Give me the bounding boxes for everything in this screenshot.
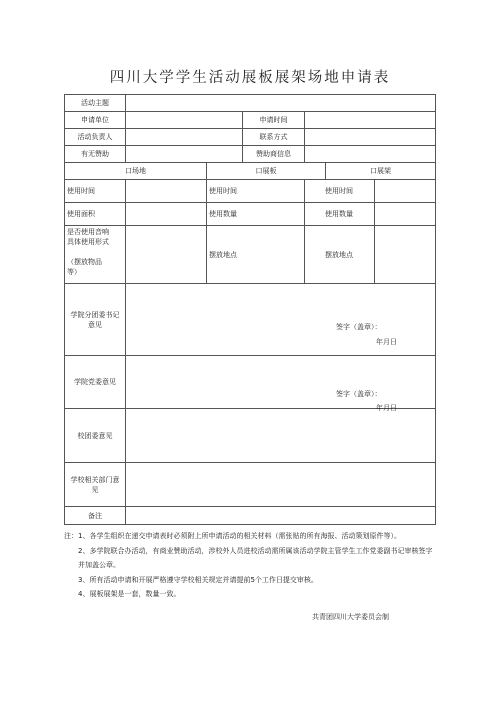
audio-form-label: 是否使用音响 具体使用形式 （摆放物品 等） (65, 226, 126, 284)
activity-theme-label: 活动主题 (65, 95, 126, 112)
stand-place-label: 摆放地点 (305, 226, 375, 284)
board-use-time-label: 使用时间 (207, 180, 305, 203)
party-opinion-field[interactable] (126, 356, 436, 409)
note-2: 2、多学院联合办活动，有商业赞助活动，涉校外人员进校活动需所属该活动学院主管学生工作党委副书记审核签字并加盖公章。 (78, 546, 433, 569)
school-league-opinion-field[interactable] (126, 409, 436, 463)
activity-theme-field[interactable] (126, 95, 436, 112)
form-title: 四川大学学生活动展板展架场地申请表 (109, 70, 391, 86)
date-label-2: 年月日 (376, 404, 397, 412)
sponsor-info-label: 赞助商信息 (243, 146, 305, 163)
venue-use-time-label: 使用时间 (65, 180, 126, 203)
board-place-label: 摆放地点 (207, 226, 305, 284)
note-4: 4、展板展架是一套，数量一致。 (78, 590, 181, 598)
contact-label: 联系方式 (243, 129, 305, 146)
remarks-field[interactable] (126, 507, 436, 525)
signature-label-2: 签字（盖章）： (336, 390, 382, 398)
contact-field[interactable] (305, 129, 436, 146)
signature-label-1: 签字（盖章）： (336, 323, 382, 331)
note-1: 注：1、各学生组织在递交申请表时必须附上所申请活动的相关材料（需张贴的所有海报、活动策划原件等）。 (64, 532, 401, 540)
audio-form-field[interactable] (126, 226, 207, 284)
application-form-table (64, 94, 436, 525)
venue-use-area-field[interactable] (126, 203, 207, 226)
date-label-1: 年月日 (376, 338, 397, 346)
school-league-opinion-label: 校团委意见 (65, 409, 126, 463)
stand-use-time-label: 使用时间 (305, 180, 375, 203)
stand-place-field[interactable] (375, 226, 436, 284)
display-board-checkbox-label[interactable]: 口展板 (207, 163, 326, 180)
applicant-unit-label: 申请单位 (65, 112, 126, 129)
display-stand-checkbox-label[interactable]: 口展架 (326, 163, 436, 180)
dept-opinion-field[interactable] (126, 463, 436, 507)
sponsorship-label: 有无赞助 (65, 146, 126, 163)
board-use-qty-label: 使用数量 (207, 203, 305, 226)
sponsor-info-field[interactable] (305, 146, 436, 163)
remarks-label: 备注 (65, 507, 126, 525)
activity-leader-label: 活动负责人 (65, 129, 126, 146)
stand-use-qty-label: 使用数量 (305, 203, 375, 226)
venue-checkbox-label[interactable]: 口场地 (65, 163, 207, 180)
issuer-footer: 共青团四川大学委员会制 (312, 613, 389, 621)
venue-use-area-label: 使用面积 (65, 203, 126, 226)
activity-leader-field[interactable] (126, 129, 243, 146)
applicant-unit-field[interactable] (126, 112, 243, 129)
dept-opinion-label: 学校相关部门意 见 (65, 463, 126, 507)
league-secretary-opinion-label: 学院分团委书记 意见 (65, 284, 126, 356)
sponsorship-field[interactable] (126, 146, 243, 163)
note-3: 3、所有活动申请和开展严格遵守学校相关规定并请提前5个工作日提交审核。 (78, 575, 318, 584)
stand-use-time-field[interactable] (375, 180, 436, 203)
notes (64, 529, 439, 602)
apply-time-label: 申请时间 (243, 112, 305, 129)
party-opinion-label: 学院党委意见 (65, 356, 126, 409)
stand-use-qty-field[interactable] (375, 203, 436, 226)
venue-use-time-field[interactable] (126, 180, 207, 203)
apply-time-field[interactable] (305, 112, 436, 129)
